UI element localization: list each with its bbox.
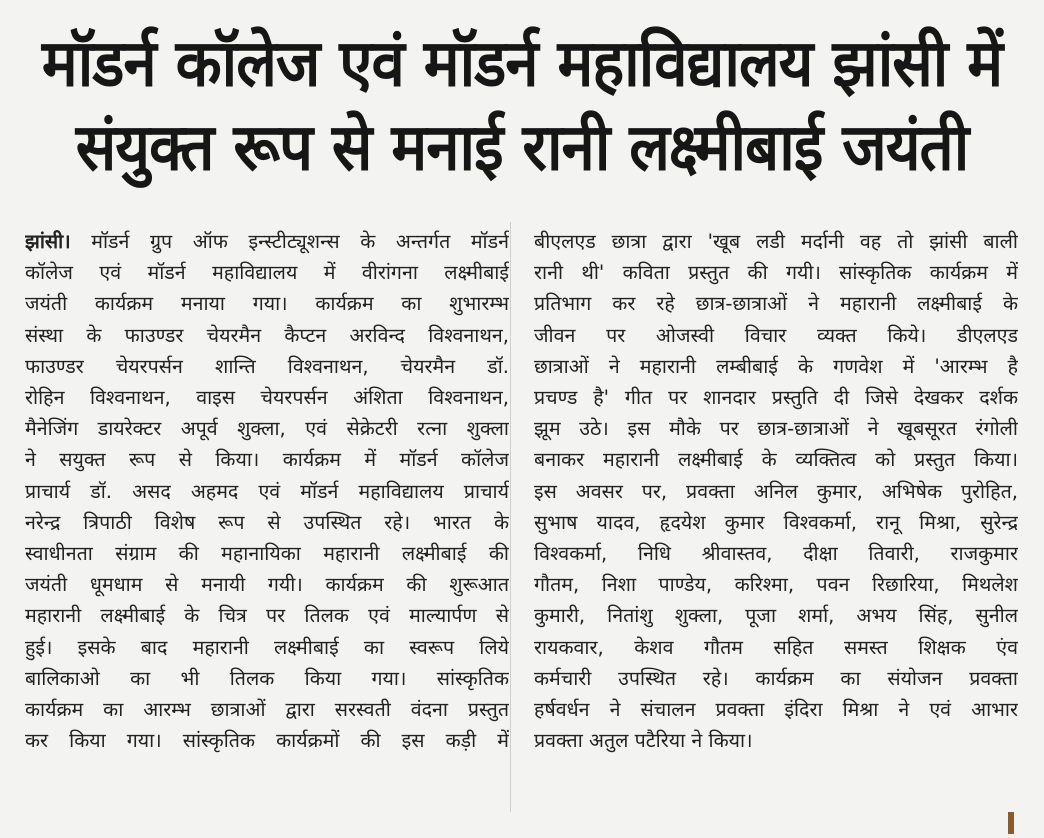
article-line: सुभाष यादव, हृदयेश कुमार विश्वकर्मा, रानू मिश्रा, सुरेन्द्र bbox=[534, 510, 1018, 534]
article-line: कर्मचारी उपस्थित रहे। कार्यक्रम का संयोजन प्रवक्ता bbox=[534, 666, 1018, 690]
article-line: कॉलेज एवं मॉडर्न महाविद्यालय में वीरांगना लक्ष्मीबाई bbox=[25, 261, 509, 285]
article-line: कार्यक्रम का आरम्भ छात्राओं द्वारा सरस्वती वंदना प्रस्तुत bbox=[25, 698, 509, 722]
article-line: रोहिन विश्वनाथन, वाइस चेयरपर्सन अंशिता विश्वनाथन, bbox=[25, 386, 509, 410]
article-line: प्राचार्य डॉ. असद अहमद एवं मॉडर्न महाविद्यालय प्राचार्य bbox=[25, 479, 509, 503]
article-line: फाउण्डर चेयरपर्सन शान्ति विश्वनाथन, चेयरमैन डॉ. bbox=[25, 354, 509, 378]
article-line: नरेन्द्र त्रिपाठी विशेष रूप से उपस्थित रहे। भारत के bbox=[25, 510, 509, 534]
article-line: रानी थी' कविता प्रस्तुत की गयी। सांस्कृतिक कार्यक्रम में bbox=[534, 261, 1018, 285]
article-line: कर किया गया। सांस्कृतिक कार्यक्रमों की इस कड़ी में bbox=[25, 729, 509, 753]
article-line: जीवन पर ओजस्वी विचार व्यक्त किये। डीएलएड bbox=[534, 323, 1018, 347]
article-column-right bbox=[534, 226, 1018, 756]
article-line: प्रतिभाग कर रहे छात्र-छात्राओं ने महारानी लक्ष्मीबाई के bbox=[534, 292, 1018, 316]
article-line: बीएलएड छात्रा द्वारा 'खूब लडी मर्दानी वह तो झांसी बाली bbox=[534, 230, 1018, 253]
article-line: संस्था के फाउण्डर चेयरमैन कैप्टन अरविन्द विश्वनाथन, bbox=[25, 323, 509, 347]
article-line: विश्वकर्मा, निधि श्रीवास्तव, दीक्षा तिवारी, राजकुमार bbox=[534, 542, 1018, 566]
headline bbox=[0, 22, 1044, 190]
article-line: जयंती धूमधाम से मनायी गयी। कार्यक्रम की शुरूआत bbox=[25, 573, 509, 597]
article-line: कुमारी, नितांशु शुक्ला, पूजा शर्मा, अभय सिंह, सुनील bbox=[534, 604, 1018, 628]
article-line: छात्राओं ने महारानी लम्बीबाई के गणवेश में 'आरम्भ है bbox=[534, 354, 1018, 378]
article-line: गौतम, निशा पाण्डेय, करिश्मा, पवन रिछारिया, मिथलेश bbox=[534, 573, 1018, 597]
article-line: मैनेजिंग डायरेक्टर अपूर्व शुक्ला, एवं सेक्रेटरी रत्ना शुक्ला bbox=[25, 417, 509, 441]
article-line: बालिकाओ का भी तिलक किया गया। सांस्कृतिक bbox=[25, 666, 509, 690]
article-line: स्वाधीनता संग्राम की महानायिका महारानी लक्ष्मीबाई की bbox=[25, 542, 509, 566]
dateline: झांसी। bbox=[25, 230, 71, 253]
article-line-text: मॉडर्न ग्रुप ऑफ इन्स्टीट्यूशन्स के अन्तर्गत मॉडर्न bbox=[70, 230, 509, 253]
article-line: बनाकर महारानी लक्ष्मीबाई के व्यक्तित्व को प्रस्तुत किया। bbox=[534, 448, 1018, 472]
article-line: झूम उठे। इस मौके पर छात्र-छात्राओं ने खूबसूरत रंगोली bbox=[534, 417, 1018, 441]
column-divider bbox=[510, 222, 511, 812]
article-line: प्रचण्ड है' गीत पर शानदार प्रस्तुति दी जिसे देखकर दर्शक bbox=[534, 386, 1018, 410]
page-edge-mark bbox=[1008, 812, 1014, 834]
article-line bbox=[25, 226, 509, 257]
headline-line-2: संयुक्त रूप से मनाई रानी लक्ष्मीबाई जयंती bbox=[75, 110, 969, 186]
article-line: रायकवार, केशव गौतम सहित समस्त शिक्षक एंव bbox=[534, 635, 1018, 659]
article-line: जयंती कार्यक्रम मनाया गया। कार्यक्रम का शुभारम्भ bbox=[25, 292, 509, 316]
article-line: प्रवक्ता अतुल पटैरिया ने किया। bbox=[534, 729, 753, 753]
article-line: ने सयुक्त रूप से किया। कार्यक्रम में मॉडर्न कॉलेज bbox=[25, 448, 509, 472]
article-line: इस अवसर पर, प्रवक्ता अनिल कुमार, अभिषेक पुरोहित, bbox=[534, 479, 1018, 503]
article-column-left bbox=[25, 226, 509, 756]
headline-line-1: मॉडर्न कॉलेज एवं मॉडर्न महाविद्यालय झांसी में bbox=[41, 26, 1003, 102]
article-line: महारानी लक्ष्मीबाई के चित्र पर तिलक एवं माल्यार्पण से bbox=[25, 604, 509, 628]
article-line: हर्षवर्धन ने संचालन प्रवक्ता इंदिरा मिश्रा ने एवं आभार bbox=[534, 698, 1018, 722]
article-line: हुई। इसके बाद महारानी लक्ष्मीबाई का स्वरूप लिये bbox=[25, 635, 509, 659]
